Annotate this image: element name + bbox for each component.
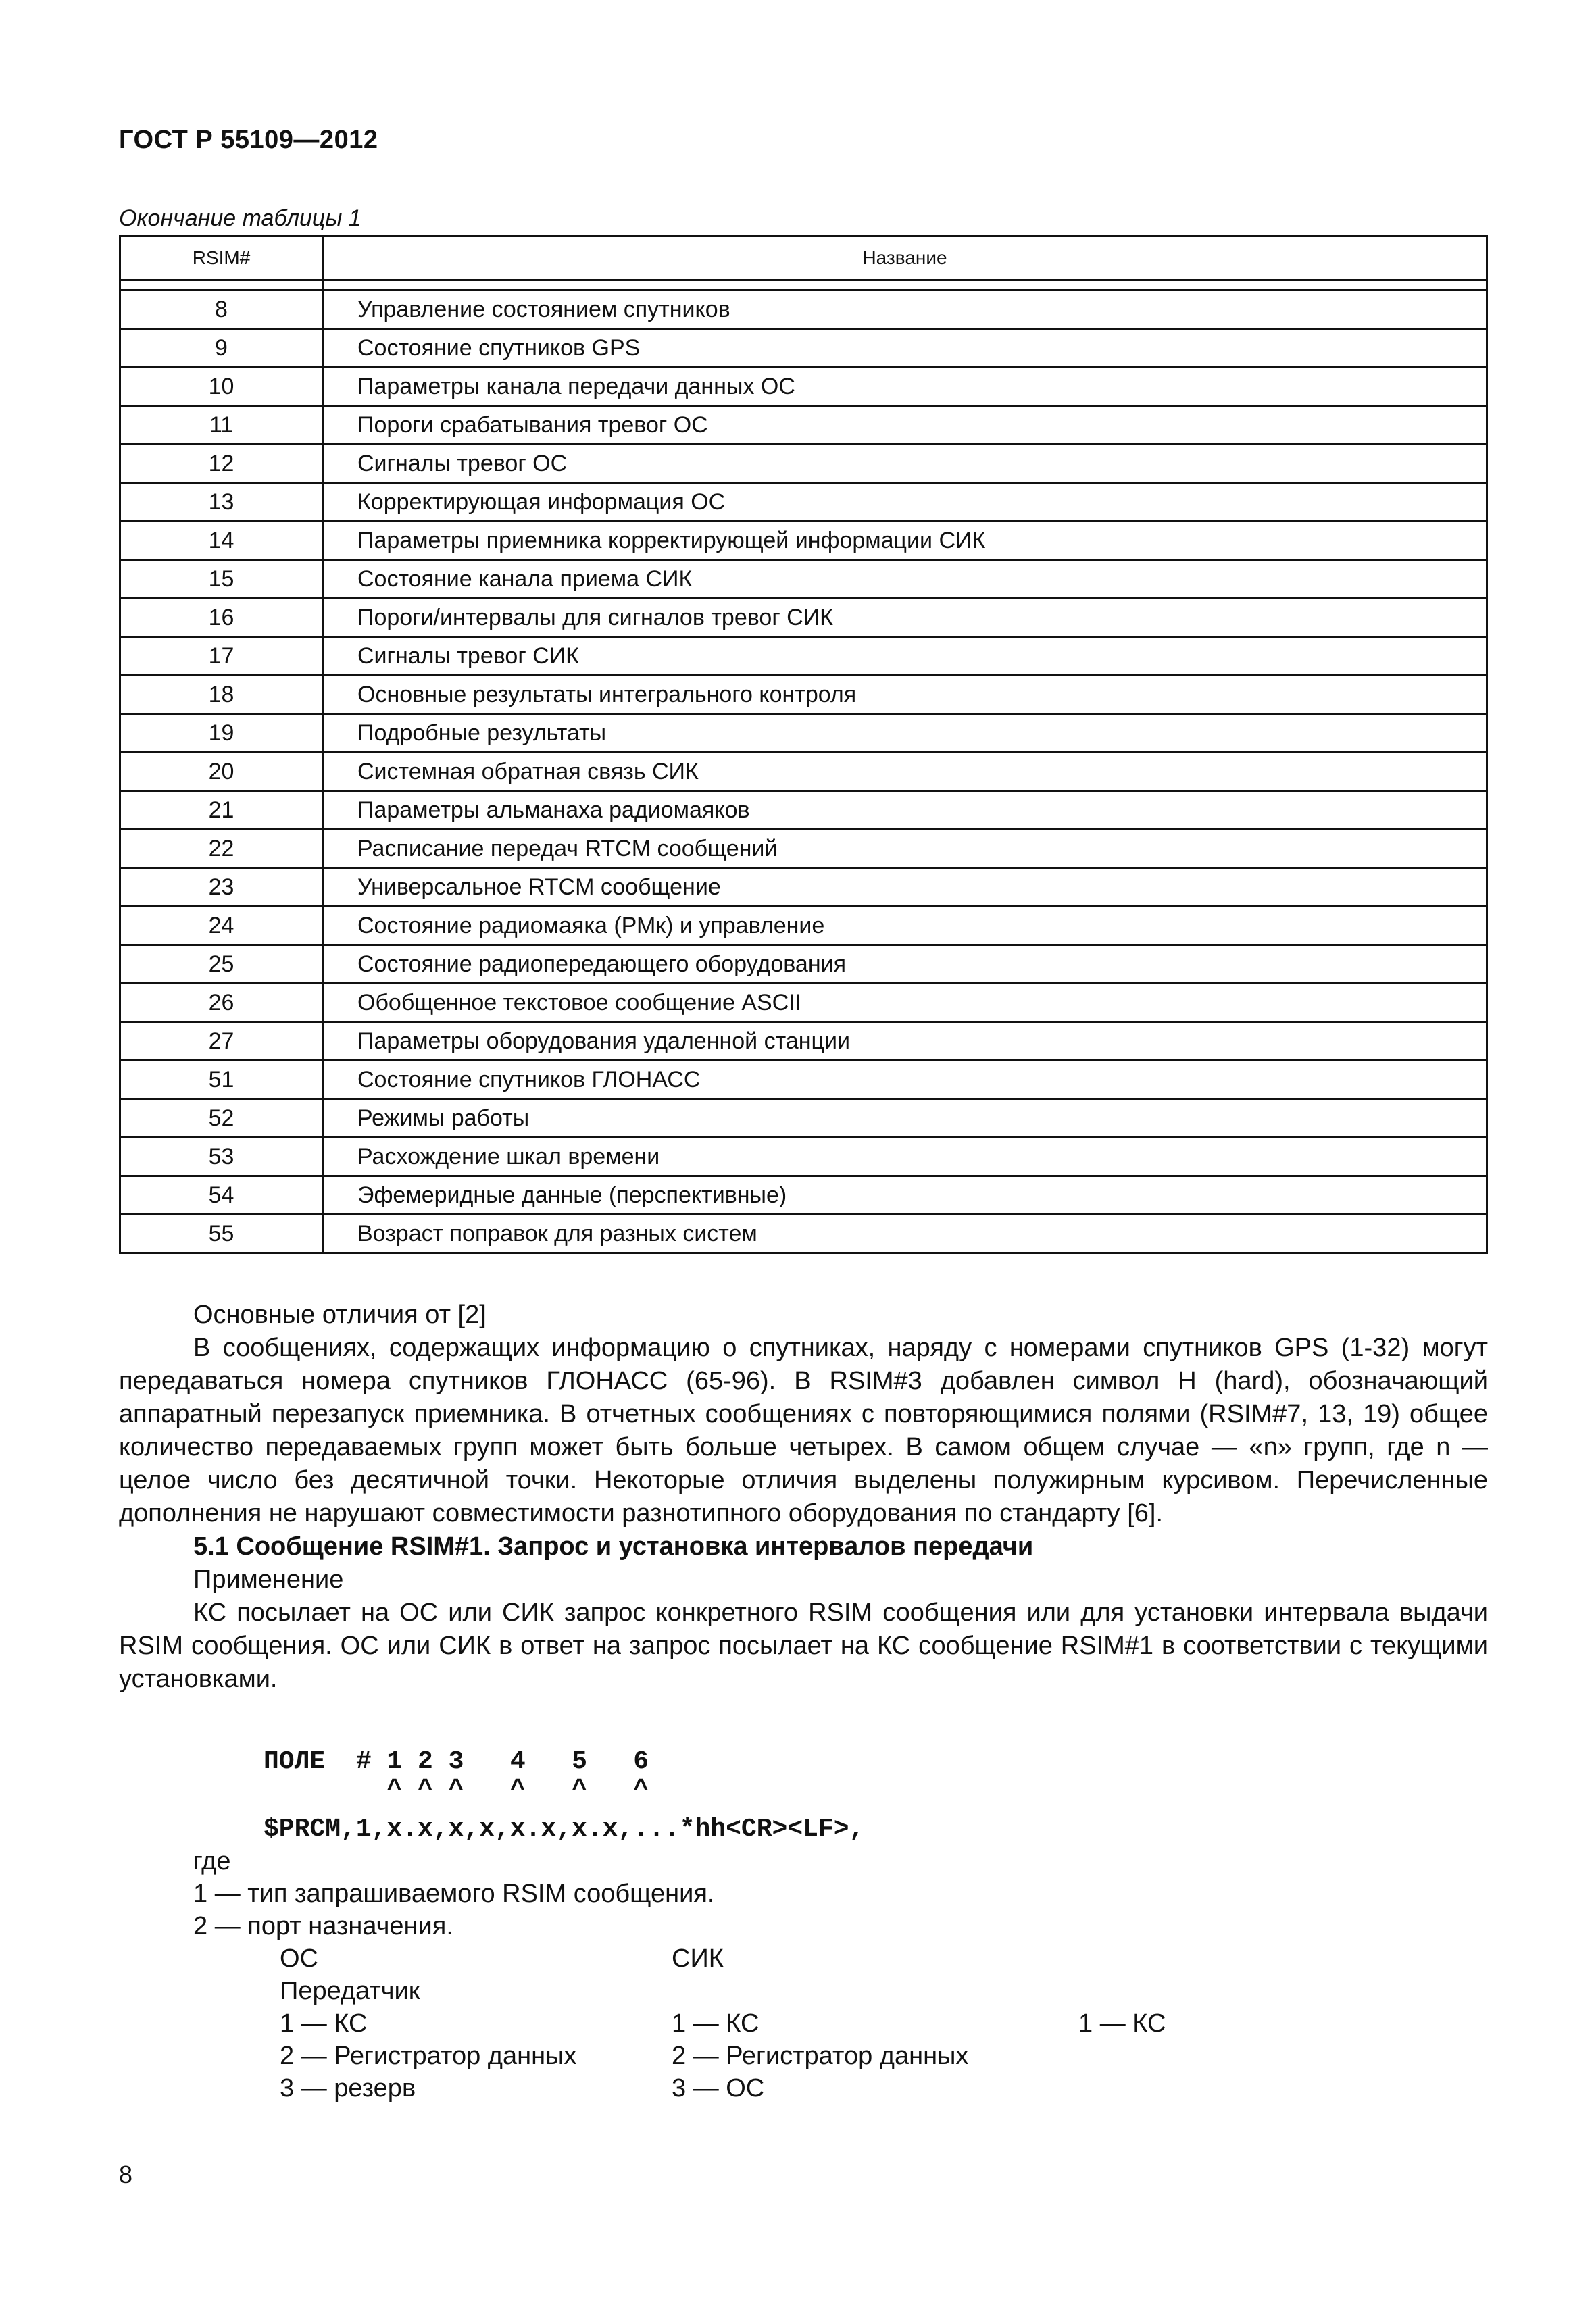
rsim-number-cell: 16 (120, 599, 323, 637)
rsim-name-cell: Эфемеридные данные (перспективные) (323, 1176, 1487, 1215)
legend-os-3: 3 — резерв (280, 2074, 416, 2103)
table-row (120, 599, 1487, 637)
rsim-table (119, 235, 1488, 1254)
table-row (120, 522, 1487, 560)
rsim-number-cell: 17 (120, 637, 323, 676)
rsim-name-cell: Режимы работы (323, 1099, 1487, 1138)
table-row (120, 676, 1487, 714)
column-header-rsim: RSIM# (120, 236, 323, 280)
legend-sik-3: 3 — ОС (672, 2074, 765, 2103)
rsim-name-cell: Системная обратная связь СИК (323, 753, 1487, 791)
rsim-name-cell: Корректирующая информация ОС (323, 483, 1487, 522)
rsim-name-cell: Управление состоянием спутников (323, 291, 1487, 329)
rsim-name-cell: Состояние канала приема СИК (323, 560, 1487, 599)
rsim-number-cell: 24 (120, 907, 323, 945)
rsim-number-cell: 25 (120, 945, 323, 984)
table-caption: Окончание таблицы 1 (119, 205, 361, 231)
paragraph-application-heading: Применение (193, 1565, 344, 1594)
rsim-number-cell: 54 (120, 1176, 323, 1215)
rsim-number-cell: 15 (120, 560, 323, 599)
table-row (120, 1022, 1487, 1061)
rsim-number-cell: 20 (120, 753, 323, 791)
table-row (120, 483, 1487, 522)
rsim-name-cell: Параметры оборудования удаленной станции (323, 1022, 1487, 1061)
rsim-number-cell: 8 (120, 291, 323, 329)
rsim-name-cell: Состояние спутников GPS (323, 329, 1487, 368)
rsim-number-cell: 23 (120, 868, 323, 907)
rsim-number-cell: 51 (120, 1061, 323, 1099)
table-row (120, 753, 1487, 791)
rsim-name-cell: Состояние радиопередающего оборудования (323, 945, 1487, 984)
page-number: 8 (119, 2161, 133, 2188)
table-row (120, 1215, 1487, 1253)
section-heading: 5.1 Сообщение RSIM#1. Запрос и установка интервалов передачи (193, 1532, 1034, 1561)
rsim-number-cell: 19 (120, 714, 323, 753)
rsim-number-cell: 22 (120, 830, 323, 868)
rsim-name-cell: Параметры канала передачи данных ОС (323, 368, 1487, 406)
rsim-number-cell: 55 (120, 1215, 323, 1253)
rsim-name-cell: Пороги/интервалы для сигналов тревог СИК (323, 599, 1487, 637)
rsim-number-cell: 53 (120, 1138, 323, 1176)
body-text (119, 1299, 1488, 1696)
rsim-number-cell: 10 (120, 368, 323, 406)
legend-sik-2: 2 — Регистратор данных (672, 2042, 969, 2070)
rsim-name-cell: Обобщенное текстовое сообщение ASCII (323, 984, 1487, 1022)
rsim-name-cell: Расхождение шкал времени (323, 1138, 1487, 1176)
paragraph-application: КС посылает на ОС или СИК запрос конкретного RSIM сообщения или для установки интервала выдачи RSIM сообщения. ОС или СИК в ответ на запрос посылает на КС сообщение RSIM#1 в соответствии с текущими установками. (119, 1599, 1488, 1693)
rsim-number-cell: 18 (120, 676, 323, 714)
rsim-name-cell: Расписание передач RTCM сообщений (323, 830, 1487, 868)
column-header-name: Название (323, 236, 1487, 280)
table-row (120, 907, 1487, 945)
table-row (120, 984, 1487, 1022)
rsim-number-cell: 11 (120, 406, 323, 445)
rsim-number-cell: 13 (120, 483, 323, 522)
legend-sik-1: 1 — КС (672, 2009, 759, 2038)
document-header: ГОСТ Р 55109—2012 (119, 126, 378, 154)
legend-col-os: ОС (280, 1944, 318, 1973)
code-carets-line: ^ ^ ^ ^ ^ ^ (264, 1776, 649, 1805)
rsim-name-cell: Состояние спутников ГЛОНАСС (323, 1061, 1487, 1099)
rsim-name-cell: Параметры альманаха радиомаяков (323, 791, 1487, 830)
code-sentence: $PRCM,1,x.x,x,x,x.x,x.x,...*hh<CR><LF>, (264, 1815, 865, 1844)
legend-os-1: 1 — КС (280, 2009, 368, 2038)
rsim-number-cell: 21 (120, 791, 323, 830)
legend-col-transmitter: Передатчик (280, 1977, 420, 2005)
legend-item-1: 1 — тип запрашиваемого RSIM сообщения. (193, 1880, 715, 1908)
table-row (120, 368, 1487, 406)
table-row (120, 445, 1487, 483)
rsim-name-cell: Подробные результаты (323, 714, 1487, 753)
table-row (120, 329, 1487, 368)
legend-tx-1: 1 — КС (1078, 2009, 1166, 2038)
rsim-name-cell: Сигналы тревог СИК (323, 637, 1487, 676)
rsim-number-cell: 52 (120, 1099, 323, 1138)
legend-item-2: 2 — порт назначения. (193, 1912, 453, 1940)
code-fields-line: ПОЛЕ # 1 2 3 4 5 6 (264, 1747, 649, 1776)
table-row (120, 560, 1487, 599)
rsim-name-cell: Основные результаты интегрального контроля (323, 676, 1487, 714)
table-row (120, 945, 1487, 984)
rsim-number-cell: 27 (120, 1022, 323, 1061)
legend-where: где (193, 1847, 231, 1876)
header-separator (120, 280, 1487, 291)
table-row (120, 1138, 1487, 1176)
table-row (120, 1176, 1487, 1215)
legend-col-sik: СИК (672, 1944, 724, 1973)
table-row (120, 868, 1487, 907)
rsim-number-cell: 14 (120, 522, 323, 560)
rsim-name-cell: Параметры приемника корректирующей информации СИК (323, 522, 1487, 560)
table-row (120, 830, 1487, 868)
table-row (120, 714, 1487, 753)
rsim-name-cell: Возраст поправок для разных систем (323, 1215, 1487, 1253)
rsim-number-cell: 12 (120, 445, 323, 483)
paragraph-differences: В сообщениях, содержащих информацию о спутниках, наряду с номерами спутников GPS (1-32) могут передаваться номера спутников ГЛОНАСС (65-96). В RSIM#3 добавлен символ Н (hard), обозначающий аппаратный перезапуск приемника. В отчетных сообщениях с повторяющимися полями (RSIM#7, 13, 19) общее количество передаваемых групп может быть больше четырех. В самом общем случае — «n» групп, где n — целое число без десятичной точки. Некоторые отличия выделены полужирным курсивом. Перечисленные дополнения не нарушают совместимости разнотипного оборудования по стандарту [6]. (119, 1334, 1488, 1528)
rsim-number-cell: 9 (120, 329, 323, 368)
table-body (120, 280, 1487, 1253)
rsim-name-cell: Пороги срабатывания тревог ОС (323, 406, 1487, 445)
rsim-name-cell: Универсальное RTCM сообщение (323, 868, 1487, 907)
rsim-name-cell: Сигналы тревог ОС (323, 445, 1487, 483)
table-row (120, 406, 1487, 445)
table-row (120, 637, 1487, 676)
table-header-row (120, 236, 1487, 280)
paragraph-differences-intro: Основные отличия от [2] (193, 1301, 487, 1329)
table-row (120, 1061, 1487, 1099)
legend-os-2: 2 — Регистратор данных (280, 2042, 577, 2070)
table-row (120, 791, 1487, 830)
table-row (120, 291, 1487, 329)
rsim-number-cell: 26 (120, 984, 323, 1022)
rsim-name-cell: Состояние радиомаяка (РМк) и управление (323, 907, 1487, 945)
table-row (120, 1099, 1487, 1138)
